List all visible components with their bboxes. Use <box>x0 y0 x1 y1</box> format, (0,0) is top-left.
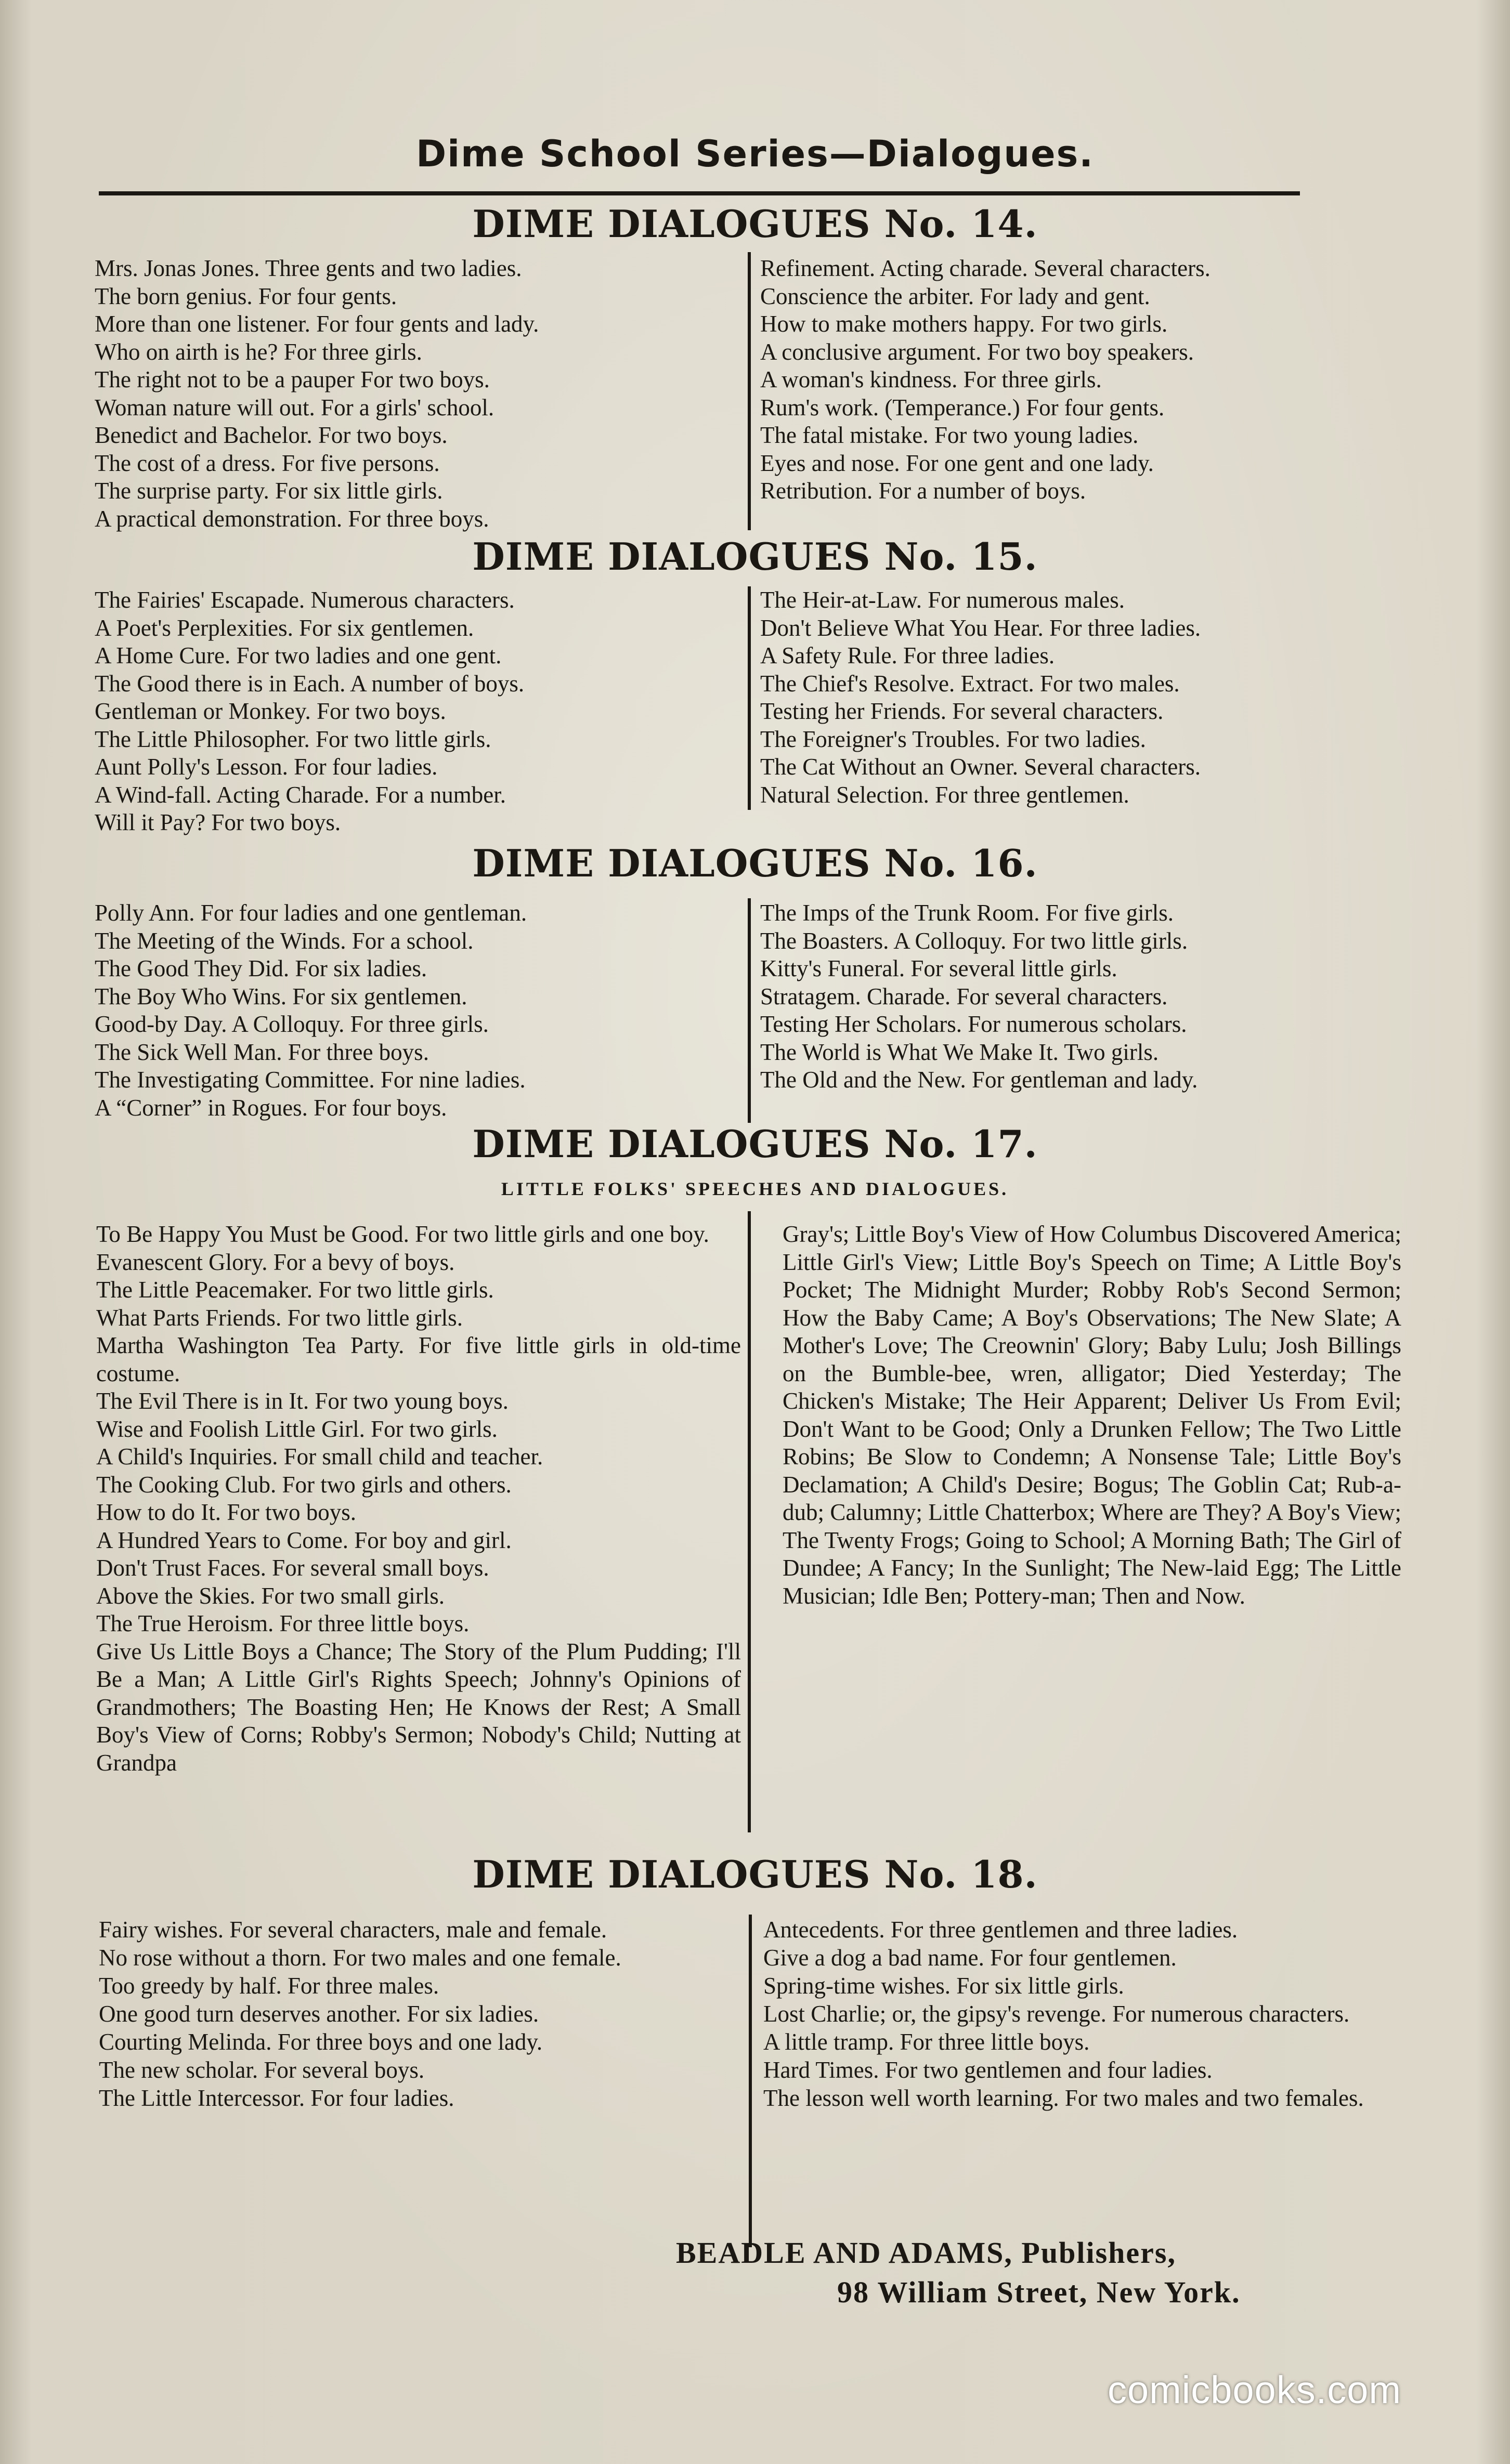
list-item: Who on airth is he? For three girls. <box>95 338 422 365</box>
section-15-left-list <box>95 586 739 837</box>
list-item: The Evil There is in It. For two young boys. <box>96 1388 509 1414</box>
list-item: The Heir-at-Law. For numerous males. <box>760 587 1125 613</box>
list-item: Kitty's Funeral. For several little girls. <box>760 955 1117 981</box>
list-item: The Little Philosopher. For two little girls. <box>95 726 491 752</box>
section-14-left-list <box>95 255 739 533</box>
list-item: Too greedy by half. For three males. <box>99 1973 439 1999</box>
list-item: The Investigating Committee. For nine ladies. <box>95 1067 526 1093</box>
list-item: The Fairies' Escapade. Numerous characters. <box>95 587 515 613</box>
section-18-left-list <box>99 1916 744 2112</box>
list-item: A Child's Inquiries. For small child and teacher. <box>96 1444 543 1470</box>
section-16-left-list <box>95 899 739 1122</box>
list-item: Polly Ann. For four ladies and one gentleman. <box>95 900 527 926</box>
series-header: Dime School Series—Dialogues. <box>416 133 1094 175</box>
column-divider <box>748 898 751 1123</box>
list-item: The Old and the New. For gentleman and lady. <box>760 1067 1198 1093</box>
watermark: comicbooks.com <box>1108 2368 1402 2411</box>
list-item: A Wind-fall. Acting Charade. For a number. <box>95 781 506 808</box>
list-item: How to do It. For two boys. <box>96 1499 357 1525</box>
section-title-17: DIME DIALOGUES No. 17. <box>472 1122 1038 1166</box>
list-item: The Good They Did. For six ladies. <box>95 955 427 981</box>
list-item: Wise and Foolish Little Girl. For two girls. <box>96 1416 498 1442</box>
list-item: The born genius. For four gents. <box>95 283 397 309</box>
column-divider <box>748 1211 751 1832</box>
column-divider <box>748 252 751 530</box>
header-rule <box>99 191 1300 195</box>
list-item: Good-by Day. A Colloquy. For three girls. <box>95 1011 489 1037</box>
list-item: A Hundred Years to Come. For boy and girl. <box>96 1527 512 1553</box>
list-item: Natural Selection. For three gentlemen. <box>760 781 1129 808</box>
list-item: The Little Peacemaker. For two little girls. <box>96 1277 494 1303</box>
list-item: Refinement. Acting charade. Several characters. <box>760 255 1210 281</box>
list-item: Testing her Friends. For several characters. <box>760 698 1164 724</box>
list-item: To Be Happy You Must be Good. For two little girls and one boy. <box>96 1221 709 1247</box>
list-item: The Imps of the Trunk Room. For five girls. <box>760 900 1174 926</box>
list-item: A Poet's Perplexities. For six gentlemen. <box>95 614 474 641</box>
section-title-16: DIME DIALOGUES No. 16. <box>472 841 1038 885</box>
list-item: The cost of a dress. For five persons. <box>95 450 440 476</box>
list-item: The right not to be a pauper For two boys. <box>95 366 490 392</box>
list-item: Don't Trust Faces. For several small boys. <box>96 1555 489 1581</box>
column-divider <box>749 1915 752 2247</box>
list-item: Eyes and nose. For one gent and one lady. <box>760 450 1154 476</box>
list-item: The Chief's Resolve. Extract. For two males. <box>760 670 1180 697</box>
list-item: Gentleman or Monkey. For two boys. <box>95 698 446 724</box>
list-item: The Foreigner's Troubles. For two ladies. <box>760 726 1146 752</box>
section-17-subtitle: LITTLE FOLKS' SPEECHES AND DIALOGUES. <box>501 1178 1009 1199</box>
list-item: A conclusive argument. For two boy speakers. <box>760 338 1194 365</box>
list-item: The World is What We Make It. Two girls. <box>760 1039 1159 1065</box>
list-item: Retribution. For a number of boys. <box>760 478 1086 504</box>
list-item: Stratagem. Charade. For several characters. <box>760 983 1168 1010</box>
column-divider <box>748 586 751 810</box>
list-item: A Safety Rule. For three ladies. <box>760 643 1055 669</box>
list-item: Mrs. Jonas Jones. Three gents and two ladies. <box>95 255 522 281</box>
publisher-address: 98 William Street, New York. <box>837 2275 1241 2309</box>
list-item: A woman's kindness. For three girls. <box>760 366 1102 392</box>
list-item: The surprise party. For six little girls. <box>95 478 443 504</box>
list-item: Spring-time wishes. For six little girls. <box>763 1973 1124 1999</box>
list-item: The Meeting of the Winds. For a school. <box>95 927 474 954</box>
list-item: The Cat Without an Owner. Several characters. <box>760 754 1201 780</box>
list-item: The fatal mistake. For two young ladies. <box>760 422 1139 448</box>
list-item: Lost Charlie; or, the gipsy's revenge. For numerous characters. <box>763 2001 1350 2027</box>
list-item: The Cooking Club. For two girls and others. <box>96 1471 512 1498</box>
list-item: The new scholar. For several boys. <box>99 2057 425 2083</box>
list-item: The True Heroism. For three little boys. <box>96 1610 470 1636</box>
list-item: Antecedents. For three gentlemen and three ladies. <box>763 1917 1238 1943</box>
list-item: Martha Washington Tea Party. For five little girls in old-time costume. <box>96 1332 741 1386</box>
list-item: The Little Intercessor. For four ladies. <box>99 2085 454 2111</box>
list-item: Rum's work. (Temperance.) For four gents. <box>760 394 1165 421</box>
list-item: No rose without a thorn. For two males and one female. <box>99 1945 621 1971</box>
list-item: A practical demonstration. For three boys. <box>95 505 489 532</box>
list-item: A Home Cure. For two ladies and one gent. <box>95 643 502 669</box>
publisher-name: BEADLE AND ADAMS, Publishers, <box>676 2236 1176 2270</box>
list-item: Will it Pay? For two boys. <box>95 809 341 835</box>
list-item: Courting Melinda. For three boys and one lady. <box>99 2029 543 2055</box>
list-item: What Parts Friends. For two little girls. <box>96 1304 463 1331</box>
list-item: The Good there is in Each. A number of boys. <box>95 670 525 697</box>
list-item: Conscience the arbiter. For lady and gent. <box>760 283 1150 309</box>
list-item: A little tramp. For three little boys. <box>763 2029 1090 2055</box>
list-item: Woman nature will out. For a girls' school. <box>95 394 494 421</box>
section-title-15: DIME DIALOGUES No. 15. <box>472 534 1038 579</box>
section-16-right-list <box>760 899 1405 1094</box>
list-item: A “Corner” in Rogues. For four boys. <box>95 1094 447 1121</box>
section-title-18: DIME DIALOGUES No. 18. <box>472 1852 1038 1896</box>
list-item: How to make mothers happy. For two girls. <box>760 311 1168 337</box>
section-18-right-list <box>763 1916 1413 2112</box>
list-item: Give a dog a bad name. For four gentlemen. <box>763 1945 1177 1971</box>
list-item: The lesson well worth learning. For two males and two females. <box>763 2085 1364 2111</box>
list-item: Fairy wishes. For several characters, male and female. <box>99 1917 607 1943</box>
list-item: Give Us Little Boys a Chance; The Story of the Plum Pudding; I'll Be a Man; A Little Girl's Rights Speech; Johnny's Opinions of Grandmothers; The Boasting Hen; He Knows der Rest; A Small Boy's View of Corns; Robby's Sermon; Nobody's Child; Nutting at Grandpa <box>96 1638 741 1776</box>
list-item: Aunt Polly's Lesson. For four ladies. <box>95 754 438 780</box>
list-item: The Boy Who Wins. For six gentlemen. <box>95 983 467 1010</box>
list-item: More than one listener. For four gents and lady. <box>95 311 539 337</box>
section-17-right-text: Gray's; Little Boy's View of How Columbus Discovered America; Little Girl's View; Little Boy's Speech on Time; A Little Boy's Pocket; The Midnight Murder; Robby Rob's Second Sermon; How the Baby Came; A Boy's Observations; The New Slate; A Mother's Love; The Creownin' Glory; Baby Lulu; Josh Billings on the Bumble-bee, wren, alligator; Died Yesterday; The Chicken's Mistake; The Heir Apparent; Deliver Us From Evil; Don't Want to be Good; Only a Drunken Fellow; The Two Little Robins; Be Slow to Condemn; A Nonsense Tale; Little Boy's Declamation; A Child's Desire; Bogus; The Goblin Cat; Rub-a-dub; Calumny; Little Chatterbox; Where are They? A Boy's View; The Twenty Frogs; Going to School; A Morning Bath; The Girl of Dundee; A Fancy; In the Sunlight; The New-laid Egg; The Little Musician; Idle Ben; Pottery-man; Then and Now. <box>783 1221 1401 1609</box>
list-item: Hard Times. For two gentlemen and four ladies. <box>763 2057 1213 2083</box>
section-17-left-list <box>96 1221 741 1777</box>
list-item: The Boasters. A Colloquy. For two little girls. <box>760 927 1188 954</box>
list-item: Benedict and Bachelor. For two boys. <box>95 422 448 448</box>
section-title-14: DIME DIALOGUES No. 14. <box>472 202 1038 246</box>
list-item: The Sick Well Man. For three boys. <box>95 1039 429 1065</box>
section-15-right-list <box>760 586 1405 809</box>
list-item: One good turn deserves another. For six ladies. <box>99 2001 539 2027</box>
list-item: Don't Believe What You Hear. For three ladies. <box>760 614 1201 641</box>
list-item: Evanescent Glory. For a bevy of boys. <box>96 1249 455 1275</box>
list-item: Testing Her Scholars. For numerous scholars. <box>760 1011 1187 1037</box>
list-item: Above the Skies. For two small girls. <box>96 1582 445 1609</box>
section-14-right-list <box>760 255 1405 505</box>
